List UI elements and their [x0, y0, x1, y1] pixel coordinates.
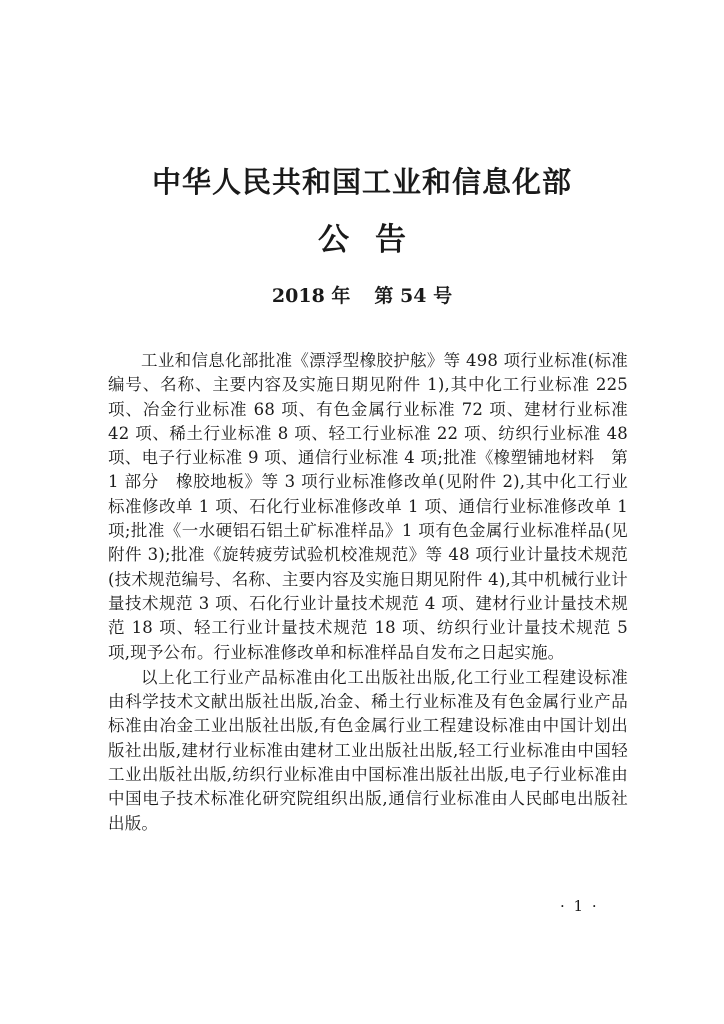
- ministry-title: 中华人民共和国工业和信息化部: [151, 165, 572, 199]
- notice-number: [0, 281, 724, 308]
- notice-year: 2018 年: [271, 285, 351, 307]
- page-number: · 1 ·: [560, 897, 599, 915]
- notice-title: 公告: [318, 222, 432, 258]
- notice-issue: 第 54 号: [374, 285, 453, 307]
- body-paragraph: 工业和信息化部批准《漂浮型橡胶护舷》等 498 项行业标准(标准编号、名称、主要内容及实施日期见附件 1),其中化工行业标准 225 项、冶金行业标准 68 项、有色金属行业标准 72 项、建材行业标准 42 项、稀土行业标准 8 项、轻工行业标准 22 项、纺织行业标准 48 项、电子行业标准 9 项、通信行业标准 4 项;批准《橡塑铺地材料 第 1 部分 橡胶地板》等 3 项行业标准修改单(见附件 2),其中化工行业标准修改单 1 项、石化行业标准修改单 1 项、通信行业标准修改单 1 项;批准《一水硬铝石铝土矿标准样品》1 项有色金属行业标准样品(见附件 3);批准《旋转疲劳试验机校准规范》等 48 项行业计量技术规范(技术规范编号、名称、主要内容及实施日期见附件 4),其中机械行业计量技术规范 3 项、石化行业计量技术规范 4 项、建材行业计量技术规范 18 项、轻工行业计量技术规范 18 项、纺织行业计量技术规范 5 项,现予公布。行业标准修改单和标准样品自发布之日起实施。: [108, 351, 628, 662]
- notice-body: [108, 349, 628, 836]
- body-paragraph: 以上化工行业产品标准由化工出版社出版,化工行业工程建设标准由科学技术文献出版社出版,冶金、稀土行业标准及有色金属行业产品标准由冶金工业出版社出版,有色金属行业工程建设标准由中国计划出版社出版,建材行业标准由建材工业出版社出版,轻工行业标准由中国轻工业出版社出版,纺织行业标准由中国标准出版社出版,电子行业标准由中国电子技术标准化研究院组织出版,通信行业标准由人民邮电出版社出版。: [108, 667, 628, 833]
